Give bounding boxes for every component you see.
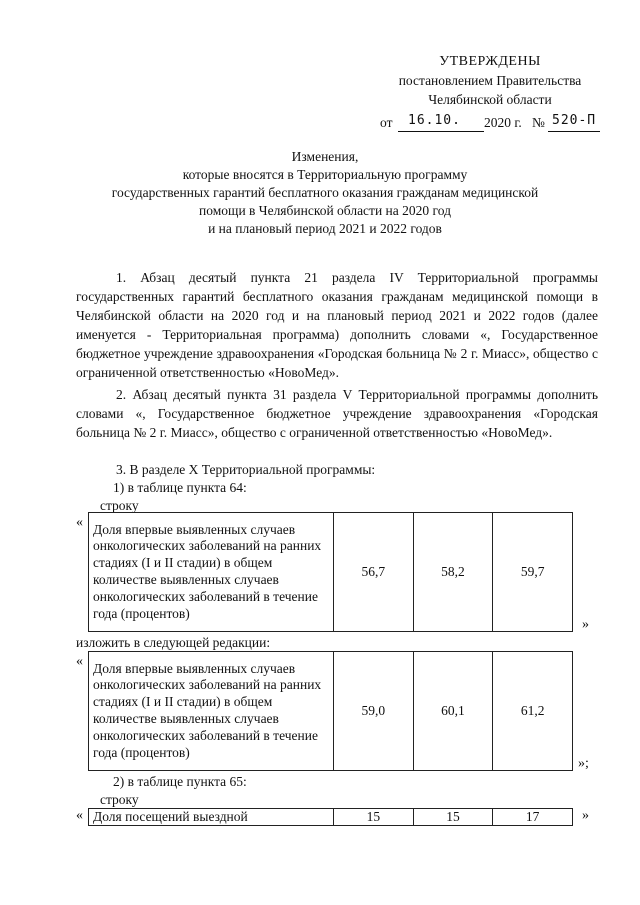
approval-number: 520-П	[552, 113, 597, 128]
table1-description: Доля впервые выявленных случаев онкологических заболеваний на ранних стадиях (I и II стадии) в общем количестве выявленных случаев онкологических заболеваний в течение года (процентов)	[89, 513, 334, 632]
approval-date-line	[380, 111, 600, 133]
table-row-new	[88, 651, 573, 771]
document-title	[60, 148, 590, 238]
table1-value-2020: 56,7	[334, 513, 414, 632]
title-line-4: помощи в Челябинской области на 2020 год	[199, 203, 451, 218]
table1-close-quote: »	[582, 617, 589, 632]
paragraph-3: 3. В разделе X Территориальной программы:	[116, 462, 376, 477]
table1-open-quote: «	[76, 515, 83, 530]
paragraph-1: 1. Абзац десятый пункта 21 раздела IV Территориальной программы государственных гарантий бесплатного оказания гражданам медицинской помощи в Челябинской области на 2020 год и на плановый период 2021 и 2022 годов (далее именуется - Территориальная программа) дополнить словами «, Государственное бюджетное учреждение здравоохранения «Городская больница № 2 г. Миасс», общество с ограниченной ответственностью «НовоМед».	[76, 270, 598, 380]
table1-value-2021: 58,2	[413, 513, 493, 632]
approval-year: 2020 г.	[484, 115, 522, 130]
table3-close-quote: »	[582, 808, 589, 823]
table3-value-2021: 15	[413, 809, 493, 826]
approval-line-2: Челябинской области	[428, 92, 552, 107]
paragraph-3-1: 1) в таблице пункта 64:	[113, 480, 247, 495]
approval-date: 16.10.	[408, 113, 461, 128]
table1-value-2022: 59,7	[493, 513, 573, 632]
table3-value-2020: 15	[334, 809, 414, 826]
number-sign: №	[532, 115, 545, 130]
table3-value-2022: 17	[493, 809, 573, 826]
table3-open-quote: «	[76, 808, 83, 823]
table2-open-quote: «	[76, 654, 83, 669]
stroku-label-2: строку	[100, 792, 139, 807]
approval-stamp	[380, 52, 600, 133]
table-row-65	[88, 808, 573, 826]
stroku-label-1: строку	[100, 498, 139, 513]
title-line-3: государственных гарантий бесплатного оказания гражданам медицинской	[111, 185, 539, 200]
table-row-original	[88, 512, 573, 632]
table2-close-quote: »;	[578, 756, 589, 771]
title-line-2: которые вносятся в Территориальную программу	[182, 167, 468, 182]
replace-text: изложить в следующей редакции:	[76, 635, 271, 650]
title-line-5: и на плановый период 2021 и 2022 годов	[208, 221, 442, 236]
title-line-1: Изменения,	[291, 149, 359, 164]
table2-value-2022: 61,2	[493, 652, 573, 771]
table2-value-2021: 60,1	[413, 652, 493, 771]
date-prefix: от	[380, 115, 393, 130]
table2-value-2020: 59,0	[334, 652, 414, 771]
approval-line-1: постановлением Правительства	[398, 73, 582, 88]
paragraph-3-2: 2) в таблице пункта 65:	[113, 774, 247, 789]
table3-description: Доля посещений выездной	[89, 809, 334, 826]
approval-heading: УТВЕРЖДЕНЫ	[439, 54, 541, 69]
paragraph-2: 2. Абзац десятый пункта 31 раздела V Территориальной программы дополнить словами «, Государственное бюджетное учреждение здравоохранения «Городская больница № 2 г. Миасс», общество с ограниченной ответственностью «НовоМед».	[76, 387, 598, 440]
table2-description: Доля впервые выявленных случаев онкологических заболеваний на ранних стадиях (I и II стадии) в общем количестве выявленных случаев онкологических заболеваний в течение года (процентов)	[89, 652, 334, 771]
